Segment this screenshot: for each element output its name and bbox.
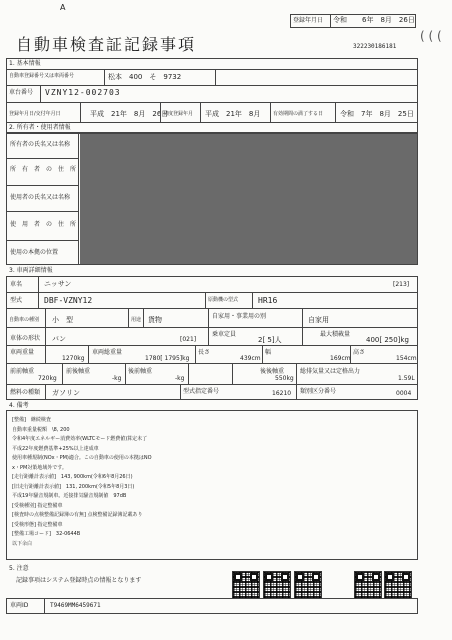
vehicle-detail-section <box>6 276 418 400</box>
model-label: 型式 <box>10 297 23 304</box>
ff-axle-label: 前前軸重 <box>10 368 35 375</box>
use-label: 用途 <box>131 317 142 323</box>
chassis-value: VZNY12-002703 <box>45 88 121 97</box>
notice-text: 記録事項はシステム登録時点の情報となります <box>16 577 142 584</box>
reg-date-label: 登録年月日 <box>293 17 324 24</box>
width-label: 幅 <box>265 349 272 356</box>
max-load-value: 400[ 250]kg <box>366 336 409 344</box>
remark-line: [旧走行距離計表示値] 131, 200km(令和5年8月3日) <box>12 483 135 490</box>
reg-date-value: 6年 8月 26日 <box>362 16 415 24</box>
handwritten-mark: ( ( ( <box>420 29 442 43</box>
height-label: 高さ <box>353 349 366 356</box>
remarks-list <box>12 416 412 549</box>
remark-line: 以下余白 <box>12 540 33 547</box>
engine-label: 原動機の型式 <box>208 297 239 303</box>
ff-axle-value: 720kg <box>38 375 57 382</box>
rr-axle-value: 550kg <box>275 375 294 382</box>
fuel-label: 燃料の種類 <box>10 389 41 396</box>
qr-code-3 <box>294 571 322 599</box>
owner-name-label: 所有者の氏名又は名称 <box>10 141 71 148</box>
remark-line: 自動車重量税額 \8, 200 <box>12 426 70 433</box>
remark-line: 平成19年騒音規制車。近接排気騒音規制値 97dB <box>12 493 127 499</box>
fuel-value: ガソリン <box>52 389 80 397</box>
page-title: 自動車検査証記録事項 <box>16 35 197 54</box>
qr-code-1 <box>232 571 260 599</box>
chassis-label: 車台番号 <box>9 89 34 96</box>
document-number: 322230186181 <box>353 43 397 50</box>
reg-issue-date-label: 登録年月日/交付年月日 <box>9 111 61 117</box>
remark-line: [整備工場コード] 32-0644B <box>12 531 81 537</box>
capacity-value: 2[ 5]人 <box>258 336 282 344</box>
business-label: 自家用・事業用の別 <box>212 313 267 320</box>
remark-line: [受検種別] 指定整備車 <box>12 502 63 509</box>
section4-title: 4. 備考 <box>9 402 29 409</box>
displacement-label: 総排気量又は定格出力 <box>300 368 361 375</box>
reg-issue-date-value: 平成 21年 8月 26日 <box>90 110 169 118</box>
user-name-label: 使用者の氏名又は名称 <box>10 194 71 201</box>
rf-axle-label: 後前軸重 <box>128 368 153 375</box>
length-label: 長さ <box>198 349 211 356</box>
weight-value: 1270kg <box>62 355 85 362</box>
fr-axle-value: -kg <box>112 375 122 382</box>
redacted-owner-info <box>80 134 417 264</box>
owner-address-label: 所 有 者 の 住 所 <box>10 166 77 173</box>
category-value: 0004 <box>396 390 412 397</box>
reg-date-era: 令和 <box>333 16 347 24</box>
section1-title: 1. 基本情報 <box>9 60 41 67</box>
kind-label: 自動車の種別 <box>9 317 40 323</box>
qr-code-2 <box>263 571 291 599</box>
first-reg-value: 平成 21年 8月 <box>205 110 261 118</box>
rf-axle-value: -kg <box>175 375 185 382</box>
plate-value: 松本 400 そ 9732 <box>108 73 182 81</box>
displacement-value: 1.59L <box>398 375 415 382</box>
remark-line: 平成22年度燃費基準+25%以上達成車 <box>12 445 99 452</box>
length-value: 439cm <box>240 355 261 362</box>
engine-value: HR16 <box>258 296 278 305</box>
body-code: [021] <box>180 336 197 343</box>
fr-axle-label: 前後軸重 <box>66 368 91 375</box>
designation-value: 16210 <box>272 390 292 397</box>
remark-line: x・PM対策地域外です。 <box>12 464 67 471</box>
expiry-label: 有効期間の満了する日 <box>273 111 324 117</box>
capacity-label: 乗車定員 <box>212 331 237 338</box>
qr-code-5 <box>384 571 412 599</box>
body-label: 車体の形状 <box>10 335 41 342</box>
max-load-label: 最大積載量 <box>320 331 351 338</box>
qr-code-4 <box>354 571 382 599</box>
gross-weight-value: 1780[ 1795]kg <box>145 355 190 362</box>
section3-title: 3. 車両詳細情報 <box>9 267 53 274</box>
model-value: DBF-VZNY12 <box>44 296 93 305</box>
body-value: バン <box>52 335 66 343</box>
remark-line: [検査時の点検整備記録簿の有無] 点検整備記録簿記載あり <box>12 512 143 518</box>
base-location-label: 使用の本拠の位置 <box>10 249 59 256</box>
gross-weight-label: 車両総重量 <box>92 349 123 356</box>
user-address-label: 使 用 者 の 住 所 <box>10 221 77 228</box>
business-value: 自家用 <box>308 316 329 324</box>
expiry-value: 令和 7年 8月 25日 <box>340 110 414 118</box>
notice-label: 5. 注意 <box>9 565 29 572</box>
first-reg-label: 初度登録年月 <box>163 111 194 117</box>
corner-mark: A <box>60 3 66 12</box>
vehicle-id-label: 車両ID <box>10 602 29 609</box>
vehicle-name-value: ニッサン <box>44 280 72 288</box>
remark-line: [整備] 継続検査 <box>12 417 51 423</box>
width-value: 169cm <box>330 355 351 362</box>
kind-value: 小 型 <box>52 316 73 324</box>
use-value: 貨物 <box>148 316 162 324</box>
rr-axle-label: 後後軸重 <box>260 368 285 375</box>
remark-line: 使用車種規制(NOx・PM)適合。この自動車の使用の本拠はNO <box>12 455 152 461</box>
vehicle-id-value: T9469MM6459671 <box>50 602 101 609</box>
plate-label: 自動車登録番号又は車両番号 <box>9 73 75 79</box>
designation-label: 型式指定番号 <box>183 388 220 395</box>
remark-line: 令和4年度エネルギー消費効率(WLTCモード燃費値)算定未了 <box>12 436 148 442</box>
remark-line: [受検形態] 指定整備車 <box>12 521 63 528</box>
height-value: 154cm <box>396 355 417 362</box>
weight-label: 車両重量 <box>10 349 35 356</box>
vehicle-name-code: [213] <box>393 281 410 288</box>
vehicle-name-label: 車名 <box>10 281 23 288</box>
remark-line: [走行距離計表示値] 143, 900km(令和6年8月26日) <box>12 474 133 480</box>
category-label: 類別区分番号 <box>300 388 337 395</box>
section2-title: 2. 所有者・使用者情報 <box>9 124 71 131</box>
